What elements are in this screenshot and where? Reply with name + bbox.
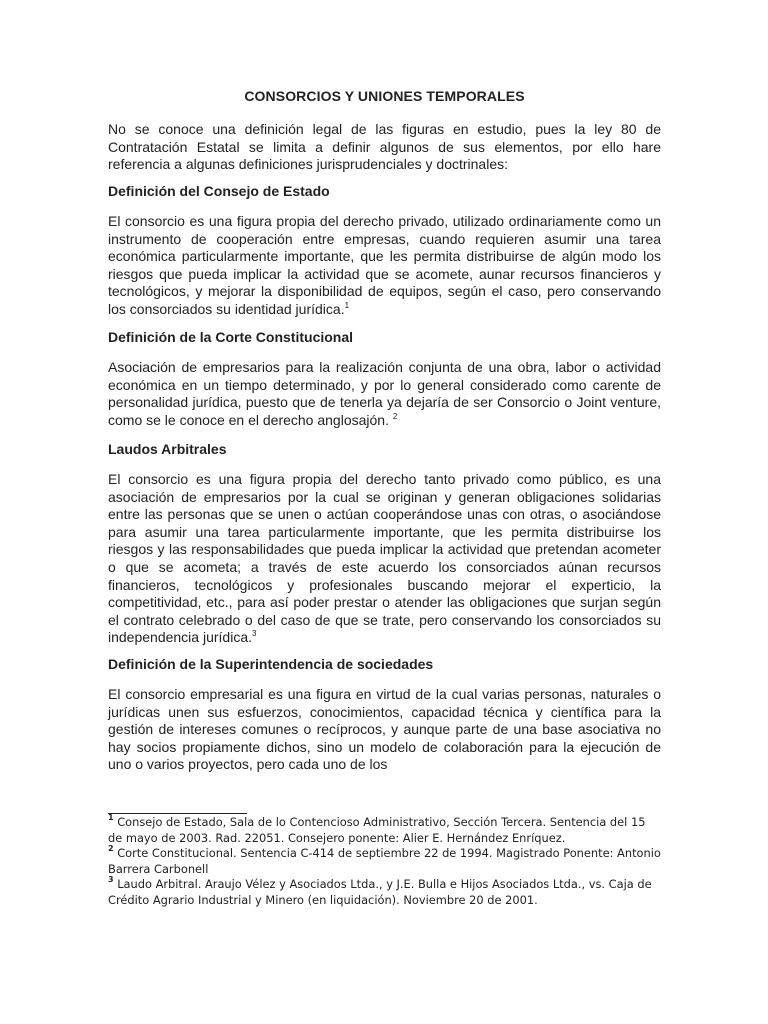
section-paragraph-consejo-estado xyxy=(108,213,661,319)
section-text-laudos-arbitrales: El consorcio es una figura propia del derecho tanto privado como público, es una asociación de empresarios por la cual se originan y generan obligaciones solidarias entre las personas que se unen o actúan cooperándose unas con otras, o asociándose para asumir una tarea particularmente importante, que les permita distribuirse los riesgos y las responsabilidades que pueda implicar la actividad que pretendan acometer o que se acometa; a través de este acuerdo los consorciados aúnan recursos financieros, tecnológicos y profesionales buscando mejorar el experticio, la competitividad, etc., para así poder prestar o atender las obligaciones que surjan según el contrato celebrado o del caso de que se trate, pero conservando los consorciados su independencia jurídica. xyxy=(108,471,661,646)
intro-paragraph: No se conoce una definición legal de las figuras en estudio, pues la ley 80 de Contratación Estatal se limita a definir algunos de sus elementos, por ello hare referencia a algunas definiciones jurisprudenciales y doctrinales: xyxy=(108,121,661,173)
footnote-3 xyxy=(108,877,661,908)
section-text-consejo-estado: El consorcio es una figura propia del derecho privado, utilizado ordinariamente como un instrumento de cooperación entre empresas, cuando requieren asumir una tarea económica particularmente importante, que les permita distribuirse de algún modo los riesgos que pueda implicar la actividad que se acomete, aunar recursos financieros y tecnológicos, y mejorar la disponibilidad de equipos, según el caso, pero conservando los consorciados su identidad jurídica. xyxy=(108,213,661,317)
footnote-mark-2: 2 xyxy=(108,844,114,854)
footnote-text-2: Corte Constitucional. Sentencia C-414 de septiembre 22 de 1994. Magistrado Ponente: Antonio Barrera Carbonell xyxy=(108,846,661,876)
footnote-ref-2: 2 xyxy=(392,411,398,421)
section-paragraph-superintendencia: El consorcio empresarial es una figura en virtud de la cual varias personas, naturales o jurídicas unen sus esfuerzos, conocimientos, capacidad técnica y científica para la gestión de intereses comunes o recíprocos, y aunque parte de una base asociativa no hay socios propiamente dichos, sino un modelo de colaboración para la ejecución de uno o varios proyectos, pero cada uno de los xyxy=(108,686,661,773)
footnote-separator xyxy=(108,813,247,814)
footnote-1 xyxy=(108,815,661,846)
section-paragraph-corte-constitucional xyxy=(108,359,661,429)
document-title: CONSORCIOS Y UNIONES TEMPORALES xyxy=(244,88,525,104)
footnote-ref-3: 3 xyxy=(252,629,257,639)
footnote-mark-1: 1 xyxy=(108,813,114,822)
section-heading-corte-constitucional: Definición de la Corte Constitucional xyxy=(108,329,354,345)
section-heading-superintendencia: Definición de la Superintendencia de sociedades xyxy=(108,656,434,672)
section-text-corte-constitucional: Asociación de empresarios para la realización conjunta de una obra, labor o actividad económica en un tiempo determinado, y por lo general considerado como carente de personalidad jurídica, puesto que de tenerla ya dejaría de ser Consorcio o Joint venture, como se le conoce en el derecho anglosajón. xyxy=(108,359,661,428)
section-heading-laudos-arbitrales: Laudos Arbitrales xyxy=(108,441,227,457)
section-heading-consejo-estado: Definición del Consejo de Estado xyxy=(108,183,330,199)
footnote-ref-1: 1 xyxy=(344,300,350,310)
footnote-text-1: Consejo de Estado, Sala de lo Contencioso Administrativo, Sección Tercera. Sentencia del 15 de mayo de 2003. Rad. 22051. Consejero ponente: Alier E. Hernández Enríquez. xyxy=(108,815,646,845)
footnote-2 xyxy=(108,846,661,877)
section-paragraph-laudos-arbitrales xyxy=(108,471,661,647)
footnote-text-3: Laudo Arbitral. Araujo Vélez y Asociados Ltda., y J.E. Bulla e Hijos Asociados Ltda., vs. Caja de Crédito Agrario Industrial y Minero (en liquidación). Noviembre 20 de 2001. xyxy=(108,877,652,907)
document-page xyxy=(108,0,661,1024)
footnote-mark-3: 3 xyxy=(108,875,114,885)
footnotes xyxy=(108,815,661,909)
